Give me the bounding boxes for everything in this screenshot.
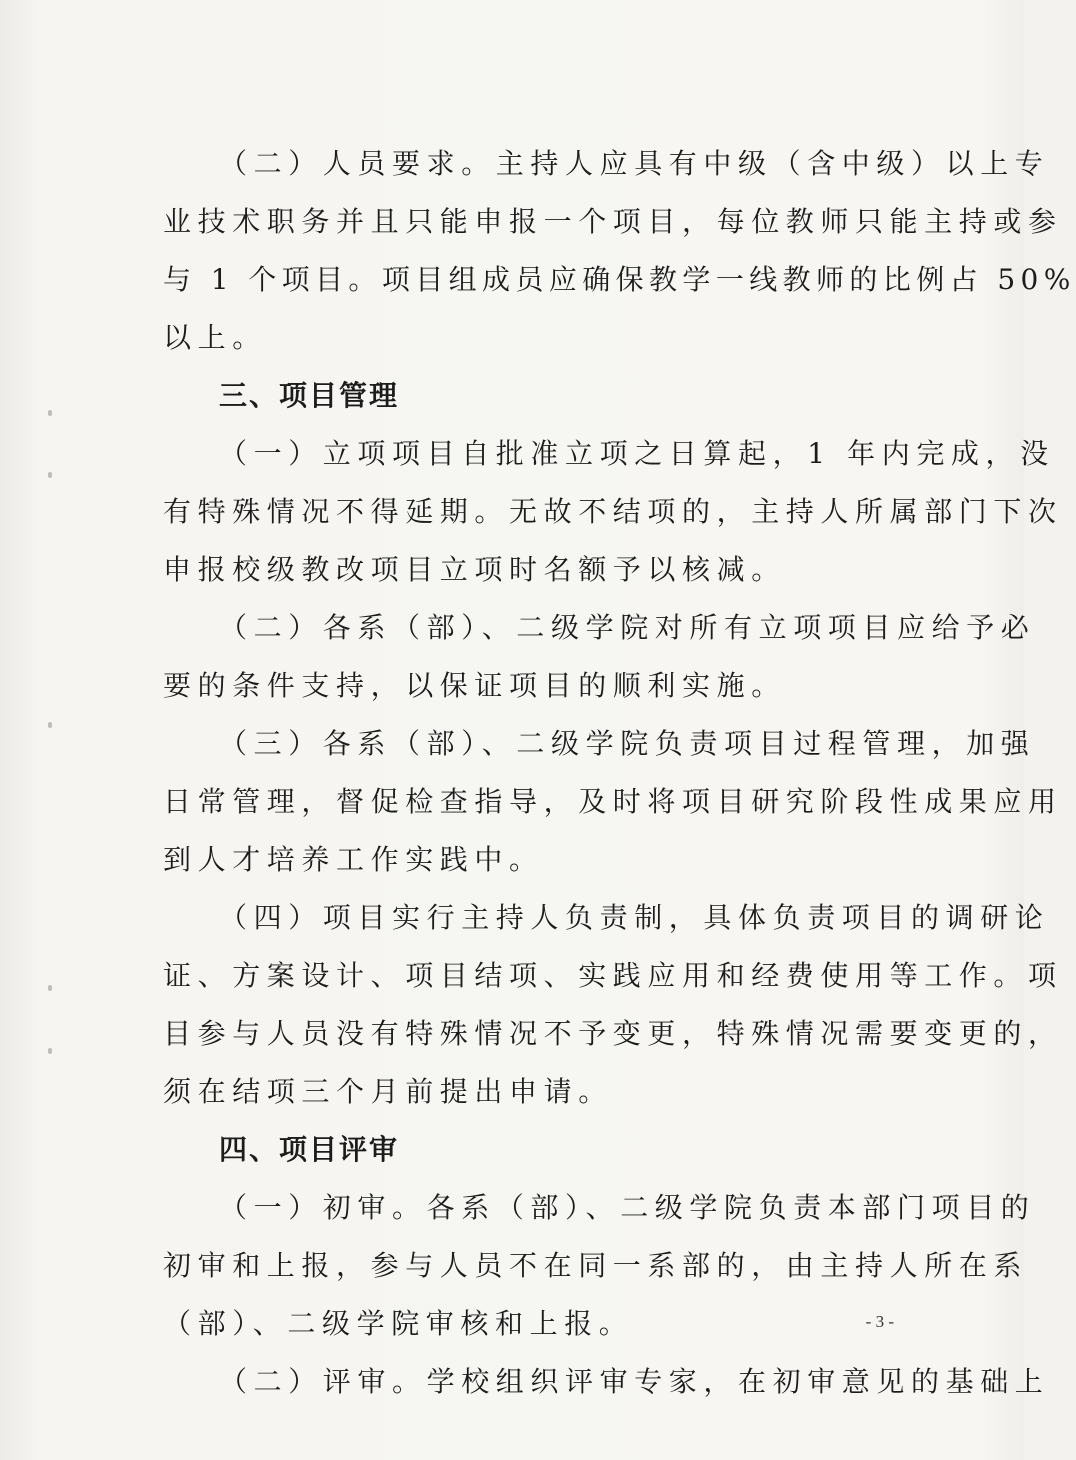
paragraph-line: 初审和上报，参与人员不在同一系部的，由主持人所在系 — [163, 1249, 1029, 1282]
page-number: - 3 - — [865, 1312, 894, 1331]
paragraph-line: 申报校级教改项目立项时名额予以核减。 — [163, 553, 786, 586]
binding-mark — [48, 410, 52, 416]
paragraph-line: （一）初审。各系（部）、二级学院负责本部门项目的 — [219, 1191, 1036, 1224]
paragraph-line: 目参与人员没有特殊情况不予变更，特殊情况需要变更的， — [163, 1017, 1063, 1050]
paragraph-line: （二）各系（部）、二级学院对所有立项项目应给予必 — [219, 611, 1036, 644]
section-heading: 四、项目评审 — [219, 1133, 400, 1166]
paragraph-line: （三）各系（部）、二级学院负责项目过程管理，加强 — [219, 727, 1036, 760]
binding-mark — [48, 1048, 52, 1054]
paragraph-line: 须在结项三个月前提出申请。 — [163, 1075, 613, 1108]
paragraph-line: （四）项目实行主持人负责制，具体负责项目的调研论 — [219, 901, 1050, 934]
paragraph-line: 以上。 — [163, 321, 267, 354]
paragraph-line: 日常管理，督促检查指导，及时将项目研究阶段性成果应用 — [163, 785, 1063, 818]
paragraph-line: （二）人员要求。主持人应具有中级（含中级）以上专 — [219, 147, 1050, 180]
paragraph-line: 证、方案设计、项目结项、实践应用和经费使用等工作。项 — [163, 959, 1063, 992]
binding-mark — [48, 722, 52, 728]
paragraph-line: 业技术职务并且只能申报一个项目，每位教师只能主持或参 — [163, 205, 1063, 238]
section-heading: 三、项目管理 — [219, 379, 400, 412]
document-body — [163, 135, 1076, 1411]
binding-mark — [48, 985, 52, 991]
paragraph-line: 与 1 个项目。项目组成员应确保教学一线教师的比例占 50% — [163, 263, 1076, 296]
paragraph-line: （一）立项项目自批准立项之日算起，1 年内完成，没 — [219, 437, 1055, 470]
paragraph-line: 有特殊情况不得延期。无故不结项的，主持人所属部门下次 — [163, 495, 1063, 528]
paragraph-line: （部）、二级学院审核和上报。 — [163, 1307, 634, 1340]
binding-mark — [48, 472, 52, 478]
paragraph-line: 到人才培养工作实践中。 — [163, 843, 544, 876]
paragraph-line: 要的条件支持，以保证项目的顺利实施。 — [163, 669, 786, 702]
paragraph-line: （二）评审。学校组织评审专家，在初审意见的基础上 — [219, 1365, 1050, 1398]
